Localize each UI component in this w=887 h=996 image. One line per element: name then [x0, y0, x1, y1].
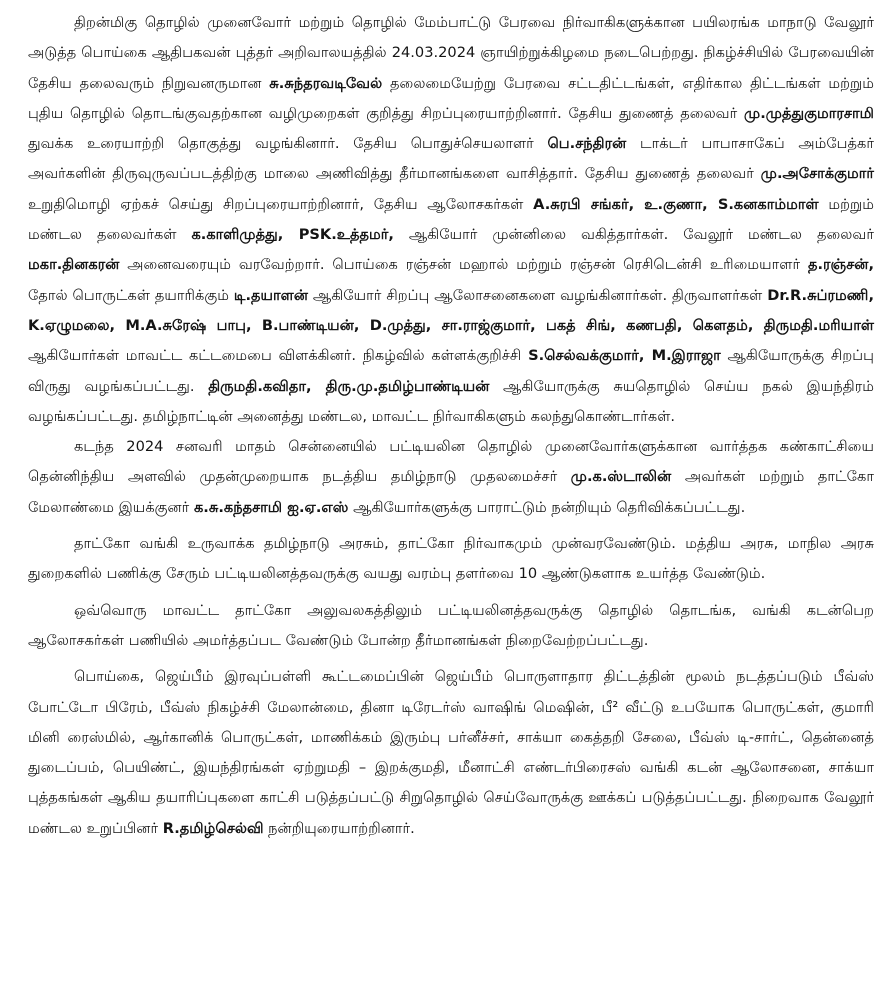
article-paragraph — [28, 8, 874, 432]
article-paragraph — [28, 529, 874, 590]
paragraph-text: நன்றியுரையாற்றினார். — [263, 819, 415, 837]
bold-name-text: மு.க.ஸ்டாலின் — [570, 468, 672, 486]
article-paragraph — [28, 596, 874, 657]
bold-name-text: திருமதி.கவிதா, திரு.மு.தமிழ்பாண்டியன் — [208, 377, 490, 395]
paragraph-text: அவர்கள் மற்றும் தாட்கோ மேலாண்மை இயக்குனர் — [28, 468, 874, 516]
paragraph-text: தோல் பொருட்கள் தயாரிக்கும் — [28, 286, 234, 304]
paragraph-text: ஒவ்வொரு மாவட்ட தாட்கோ அலுவலகத்திலும் பட்டியலினத்தவருக்கு தொழில் தொடங்க, வங்கி கடன்பெற ஆலோசகர்கள் பணியில் அமர்த்தப்பட வேண்டும் போன்ற தீர்மானங்கள் நிறைவேற்றப்பட்டது. — [28, 601, 874, 649]
article-paragraph — [28, 662, 874, 844]
bold-name-text: மு.முத்துகுமாரசாமி — [744, 104, 874, 122]
paragraph-text: திறன்மிகு தொழில் முனைவோர் மற்றும் தொழில் மேம்பாட்டு பேரவை நிர்வாகிகளுக்கான பயிலரங்க மாநாடு வேலூர் அடுத்த பொய்கை ஆதிபகவன் புத்தர் அறிவாலயத்தில் 24.03.2024 ஞாயிற்றுக்கிழமை நடைபெற்றது. நிகழ்ச்சியில் பேரவையின் தேசிய தலைவரும் நிறுவனருமான — [28, 14, 874, 92]
bold-name-text: பெ.சந்திரன் — [547, 135, 627, 153]
bold-name-text: மகா.தினகரன் — [28, 256, 120, 274]
bold-name-text: A.சுரபி சங்கர், உ.குணா, S.கனகாம்மாள் — [533, 195, 819, 213]
paragraph-text: பொய்கை, ஜெய்பீம் இரவுப்பள்ளி கூட்டமைப்பின் ஜெய்பீம் பொருளாதார திட்டத்தின் மூலம் நடத்தப்படும் பீவ்ஸ் போட்டோ பிரேம், பீவ்ஸ் நிகழ்ச்சி மேலான்மை, தினா டிரேடர்ஸ் வாஷிங் மெஷின், பீ² வீட்டு உபயோக பொருட்கள், குமாரி மினி ரைஸ்மில், ஆர்கானிக் பொருட்கள், மாணிக்கம் இரும்பு பர்னீச்சர், சாக்யா கைத்தறி சேலை, பீவ்ஸ் டி-சார்ட், தென்னைத் துடைப்பம், பெயிண்ட், இயந்திரங்கள் ஏற்றுமதி – இறக்குமதி, மீனாட்சி எண்டர்பிரைசஸ் வங்கி கடன் ஆலோசனை, சாக்யா புத்தகங்கள் ஆகிய தயாரிப்புகளை காட்சி படுத்தப்பட்டு சிறுதொழில் செய்வோருக்கு ஊக்கப் படுத்தப்பட்டது. நிறைவாக வேலூர் மண்டல உறுப்பினர் — [28, 668, 874, 837]
bold-name-text: S.செல்வக்குமார், M.இராஜா — [528, 347, 721, 365]
bold-name-text: மு.அசோக்குமார் — [760, 165, 874, 183]
paragraph-text: உறுதிமொழி ஏற்கச் செய்து சிறப்புரையாற்றினார், தேசிய ஆலோசகர்கள் — [28, 195, 534, 213]
bold-name-text: சு.சுந்தரவடிவேல் — [269, 74, 383, 92]
paragraph-text: அனைவரையும் வரவேற்றார். பொய்கை ரஞ்சன் மஹால் மற்றும் ரஞ்சன் ரெசிடென்சி உரிமையாளர் — [119, 256, 808, 274]
paragraph-text: ஆகியோர் முன்னிலை வகித்தார்கள். வேலூர் மண்டல தலைவர் — [393, 226, 874, 244]
paragraph-text: ஆகியோருக்கு சிறப்பு விருது வழங்கப்பட்டது. — [28, 347, 874, 395]
paragraph-text: ஆகியோர்களுக்கு பாராட்டும் நன்றியும் தெரிவிக்கப்பட்டது. — [348, 498, 746, 516]
paragraph-text: ஆகியோருக்கு சுயதொழில் செய்ய நகல் இயந்திரம் வழங்கப்பட்டது. தமிழ்நாட்டின் அனைத்து மண்டல, மாவட்ட நிர்வாகிகளும் கலந்துகொண்டார்கள். — [28, 377, 874, 425]
bold-name-text: க.சு.கந்தசாமி ஐ.ஏ.எஸ் — [193, 498, 349, 516]
bold-name-text: க.காளிமுத்து, PSK.உத்தமர், — [191, 226, 394, 244]
paragraph-text: மற்றும் மண்டல தலைவர்கள் — [28, 195, 874, 244]
bold-name-text: R.தமிழ்செல்வி — [162, 819, 264, 837]
paragraph-text: டாக்டர் பாபாசாகேப் அம்பேத்கர் அவர்களின் திருவுருவப்படத்திற்கு மாலை அணிவித்து தீர்மானங்களை வாசித்தார். தேசிய துணைத் தலைவர் — [28, 135, 874, 183]
paragraph-text: தலைமையேற்று பேரவை சட்டதிட்டங்கள், எதிர்கால திட்டங்கள் மற்றும் புதிய தொழில் தொடங்குவதற்கான வழிமுறைகள் குறித்து சிறப்புரையாற்றினார். தேசிய துணைத் தலைவர் — [28, 74, 875, 122]
bold-name-text: டி.தயாளன் — [233, 286, 308, 304]
bold-name-text: Dr.R.சுப்ரமணி, K.ஏழுமலை, M.A.சுரேஷ் பாபு, B.பாண்டியன், D.முத்து, சா.ராஜ்குமார், பகத் சிங், கணபதி, கௌதம், திருமதி.மரியாள் — [28, 286, 874, 334]
paragraph-text: துவக்க உரையாற்றி தொகுத்து வழங்கினார். தேசிய பொதுச்செயலாளர் — [28, 135, 548, 153]
article-paragraph — [28, 432, 874, 523]
paragraph-text: கடந்த 2024 சனவரி மாதம் சென்னையில் பட்டியலின தொழில் முனைவோர்களுக்கான வார்த்தக கண்காட்சியை தென்னிந்திய அளவில் முதன்முறையாக நடத்திய தமிழ்நாடு முதலமைச்சர் — [28, 438, 874, 486]
bold-name-text: த.ரஞ்சன், — [807, 256, 874, 274]
paragraph-text: தாட்கோ வங்கி உருவாக்க தமிழ்நாடு அரசும், தாட்கோ நிர்வாகமும் முன்வரவேண்டும். மத்திய அரசு, மாநில அரசு துறைகளில் பணிக்கு சேரும் பட்டியலினத்தவருக்கு வயது வரம்பு தளர்வை 10 ஆண்டுகளாக உயர்த்த வேண்டும். — [28, 535, 874, 583]
article-body — [28, 8, 874, 844]
paragraph-text: ஆகியோர் சிறப்பு ஆலோசனைகளை வழங்கினார்கள். திருவாளர்கள் — [308, 286, 768, 304]
paragraph-text: ஆகியோர்கள் மாவட்ட கட்டமைபை விளக்கினர். நிகழ்வில் கள்ளக்குறிச்சி — [28, 347, 529, 365]
